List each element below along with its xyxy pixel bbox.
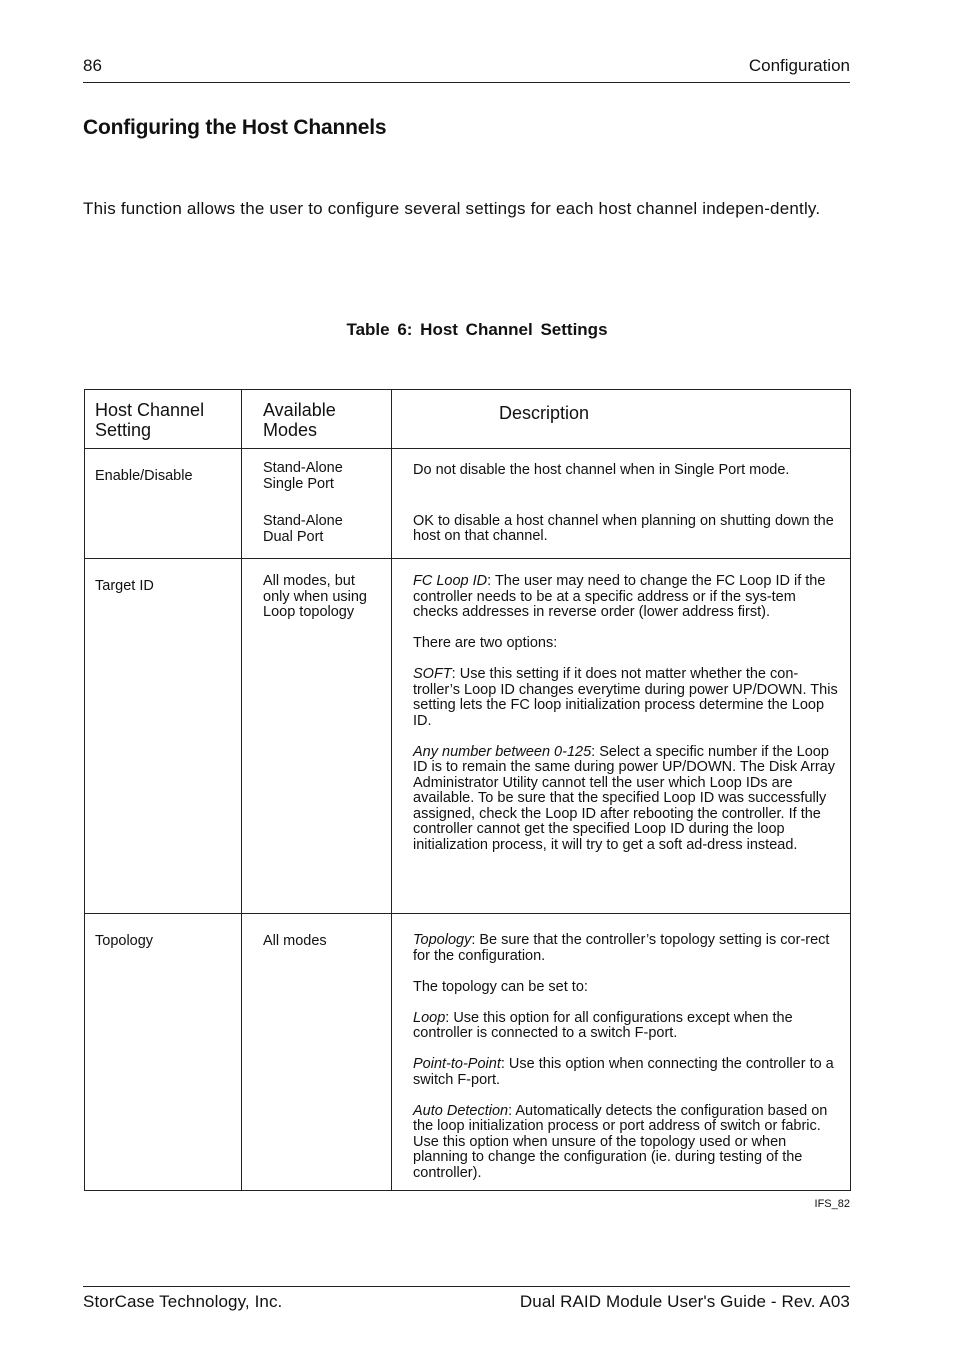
header-setting: Host Channel Setting xyxy=(85,390,242,449)
description-paragraph: Any number between 0-125: Select a specific number if the Loop ID is to remain the same during power UP/DOWN. The Disk Array Administrator Utility cannot tell the user which Loop IDs are available. To be sure that the specified Loop ID was successfully assigned, check the Loop ID after rebooting the controller. If the controller cannot get the specified Loop ID during the loop initialization process, it will try to get a soft ad-dress instead. xyxy=(413,743,835,853)
page-number: 86 xyxy=(83,56,102,75)
host-channel-settings-table xyxy=(84,389,851,1191)
description-paragraph: The topology can be set to: xyxy=(413,978,588,995)
description-paragraph: Point-to-Point: Use this option when connecting the controller to a switch F-port. xyxy=(413,1056,834,1088)
term: Topology xyxy=(413,932,472,948)
term: Auto Detection xyxy=(413,1102,509,1119)
description-text: OK to disable a host channel when planning on shutting down the host on that channel. xyxy=(413,512,834,544)
modes-cell xyxy=(242,914,392,1191)
term: Point-to-Point xyxy=(413,1056,501,1072)
running-header-section: Configuration xyxy=(748,56,850,75)
table-row xyxy=(85,914,851,1191)
footer-document: Dual RAID Module User's Guide - Rev. A03 xyxy=(519,1292,850,1311)
description-cell xyxy=(392,449,851,559)
description-paragraph: Auto Detection: Automatically detects the configuration based on the loop initialization process or port address of switch or fabric. Use this option when unsure of the topology used or when planning to change the configuration (ie. during testing of the controller). xyxy=(413,1102,828,1181)
term: FC Loop ID xyxy=(413,573,488,589)
setting-cell xyxy=(85,559,242,914)
figure-code: IFS_82 xyxy=(814,1198,850,1210)
setting-name: Target ID xyxy=(95,578,154,594)
description-paragraph: FC Loop ID: The user may need to change the FC Loop ID if the controller needs to be at a specific address or if the sys-tem checks addresses in reverse order (lower address first). xyxy=(413,573,826,620)
setting-cell xyxy=(85,449,242,559)
term: SOFT xyxy=(413,666,452,682)
mode-text: Stand-Alone Single Port xyxy=(263,460,343,492)
header-rule xyxy=(83,82,850,83)
description-cell xyxy=(392,559,851,914)
description-paragraph: Loop: Use this option for all configurations except when the controller is connected to a switch F-port. xyxy=(413,1009,793,1041)
setting-name: Topology xyxy=(95,933,154,949)
description-cell xyxy=(392,914,851,1191)
table-header-row xyxy=(85,390,851,449)
description-paragraph: SOFT: Use this setting if it does not matter whether the con-troller’s Loop ID changes everytime during power UP/DOWN. This setting lets the FC loop initialization process determine the Loop ID. xyxy=(413,666,838,729)
table-row xyxy=(85,449,851,559)
setting-name: Enable/Disable xyxy=(95,468,193,484)
setting-cell xyxy=(85,914,242,1191)
modes-cell xyxy=(242,449,392,559)
header-description: Description xyxy=(392,390,851,449)
description-paragraph: Topology: Be sure that the controller’s topology setting is cor-rect for the configuration. xyxy=(413,932,830,964)
table-row xyxy=(85,559,851,914)
mode-text: All modes xyxy=(263,933,327,949)
mode-text: Stand-Alone Dual Port xyxy=(263,513,343,545)
description-text: Do not disable the host channel when in Single Port mode. xyxy=(413,462,790,478)
table-caption: Table 6: Host Channel Settings xyxy=(346,320,608,339)
term: Loop xyxy=(413,1009,446,1026)
intro-paragraph: This function allows the user to configure several settings for each host channel indepen-dently. xyxy=(83,199,821,218)
mode-text: All modes, but only when using Loop topology xyxy=(263,573,367,620)
header-modes: Available Modes xyxy=(242,390,392,449)
section-title: Configuring the Host Channels xyxy=(83,116,387,139)
term: Any number between 0-125 xyxy=(413,743,592,760)
footer-company: StorCase Technology, Inc. xyxy=(83,1292,283,1311)
description-paragraph: There are two options: xyxy=(413,635,558,651)
footer-rule xyxy=(83,1286,850,1287)
modes-cell xyxy=(242,559,392,914)
